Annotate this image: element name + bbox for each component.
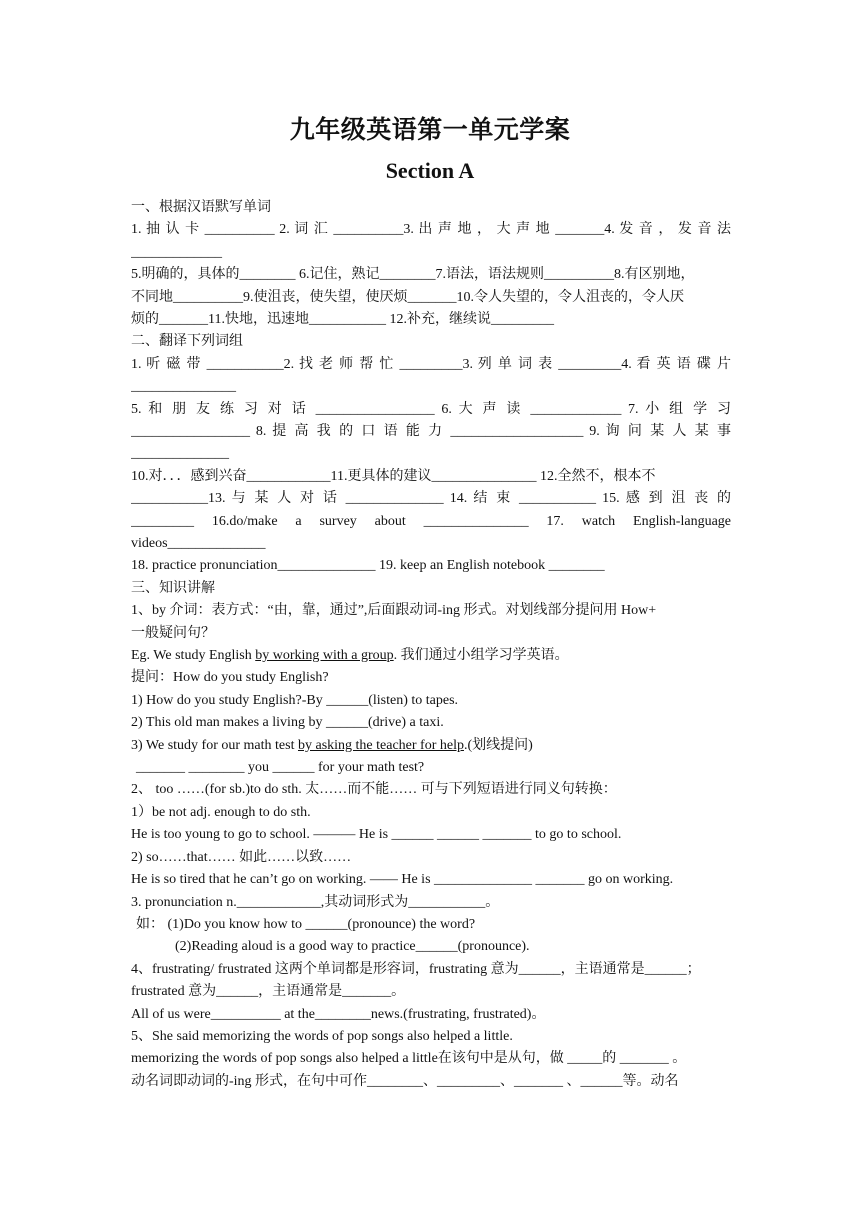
exercise-line: _______ ________ you ______ for your math test? — [136, 760, 425, 776]
explanation-line: 提问：How do you study English? — [131, 670, 329, 686]
explanation-line: memorizing the words of pop songs also helped a little在该句中是从句，做 _____的 _______ 。 — [131, 1051, 687, 1067]
vocab-line: 不同地__________9.使沮丧，使失望，使厌烦_______10.令人失望的，令人沮丧的，令人厌 — [131, 289, 684, 305]
phrase-line: 5. 和 朋 友 练 习 对 话 _________________ 6. 大 声 读 _____________ 7. 小 组 学 习 — [131, 401, 731, 417]
example-underlined: by working with a group — [255, 648, 394, 664]
explanation-line: 1）be not adj. enough to do sth. — [131, 804, 311, 820]
section-heading: 一、根据汉语默写单词 — [131, 200, 271, 215]
page-title: 九年级英语第一单元学案 — [289, 117, 571, 144]
exercise-line: He is so tired that he can’t go on working. —— He is ______________ _______ go on working. — [131, 872, 674, 888]
section-heading: 二、翻译下列词组 — [131, 334, 243, 350]
explanation-line: frustrated 意为______，主语通常是_______。 — [131, 984, 406, 1000]
exercise-line: 如： (1)Do you know how to ______(pronounce) the word? — [136, 916, 476, 932]
phrase-line: 1. 听 磁 带 ___________2. 找 老 师 帮 忙 _________3. 列 单 词 表 _________4. 看 英 语 碟 片 — [131, 356, 731, 372]
explanation-line: 5、She said memorizing the words of pop songs also helped a little. — [131, 1028, 513, 1044]
explanation-line: 4、frustrating/ frustrated 这两个单词都是形容词，frustrating 意为______，主语通常是______； — [131, 961, 701, 977]
phrase-line: videos______________ — [131, 536, 266, 551]
exercise-underlined: by asking the teacher for help — [297, 737, 464, 753]
phrase-line: ___________13. 与 某 人 对 话 ______________ 14. 结 束 ___________ 15. 感 到 沮 丧 的 — [131, 491, 731, 507]
explanation-line: 3. pronunciation n.____________,其动词形式为___________。 — [131, 894, 500, 910]
phrase-line: ______________ — [131, 446, 229, 462]
exercise-line: (2)Reading aloud is a good way to practice______(pronounce). — [175, 939, 530, 955]
vocab-line: _____________ — [131, 244, 222, 260]
exercise-suffix: .(划线提问) — [463, 737, 533, 753]
vocab-line: 烦的_______11.快地，迅速地___________ 12.补充，继续说_________ — [131, 312, 554, 328]
exercise-line: 2) This old man makes a living by ______(drive) a taxi. — [131, 715, 444, 731]
exercise-line: He is too young to go to school. ——— He is ______ ______ _______ to go to school. — [131, 827, 622, 843]
section-heading: 三、知识讲解 — [131, 580, 215, 596]
exercise-prefix: 3) We study for our math test — [131, 737, 298, 753]
worksheet-body — [131, 197, 731, 1093]
example-prefix: Eg. We study English — [131, 648, 256, 664]
explanation-line: 2) so……that…… 如此……以致…… — [131, 849, 352, 865]
vocab-line: 1. 抽 认 卡 __________ 2. 词 汇 __________3. 出 声 地 ， 大 声 地 _______4. 发 音 ， 发 音 法 — [131, 222, 731, 238]
exercise-line — [131, 735, 731, 757]
section-title: Section A — [385, 158, 475, 183]
explanation-line: 一般疑问句？ — [131, 625, 215, 641]
phrase-line: 18. practice pronunciation______________ 19. keep an English notebook ________ — [131, 558, 605, 574]
example-suffix: . 我们通过小组学习学英语。 — [393, 648, 569, 664]
phrase-line: _________ 16.do/make a survey about _______________ 17. watch English-language — [131, 513, 731, 529]
phrase-line: _______________ — [131, 379, 236, 395]
explanation-line: 1、by 介词：表方式：“由，靠，通过”,后面跟动词-ing 形式。对划线部分提问用 How+ — [131, 603, 657, 619]
exercise-line: All of us were__________ at the________news.(frustrating, frustrated)。 — [131, 1006, 546, 1022]
explanation-line: 2、 too ……(for sb.)to do sth. 太……而不能…… 可与下列短语进行同义句转换： — [131, 782, 617, 798]
phrase-line: _________________ 8. 提 高 我 的 口 语 能 力 ___________________ 9. 询 问 某 人 某 事 — [131, 424, 731, 440]
exercise-line: 1) How do you study English?-By ______(listen) to tapes. — [131, 692, 459, 708]
example-sentence — [131, 645, 731, 667]
vocab-line: 5.明确的，具体的________ 6.记住，熟记________7.语法，语法规则__________8.有区别地， — [131, 267, 695, 283]
phrase-line: 10.对．．．感到兴奋____________11.更具体的建议_______________ 12.全然不，根本不 — [131, 468, 656, 484]
explanation-line: 动名词即动词的-ing 形式，在句中可作________、_________、_______ 、______等。动名 — [131, 1073, 679, 1089]
